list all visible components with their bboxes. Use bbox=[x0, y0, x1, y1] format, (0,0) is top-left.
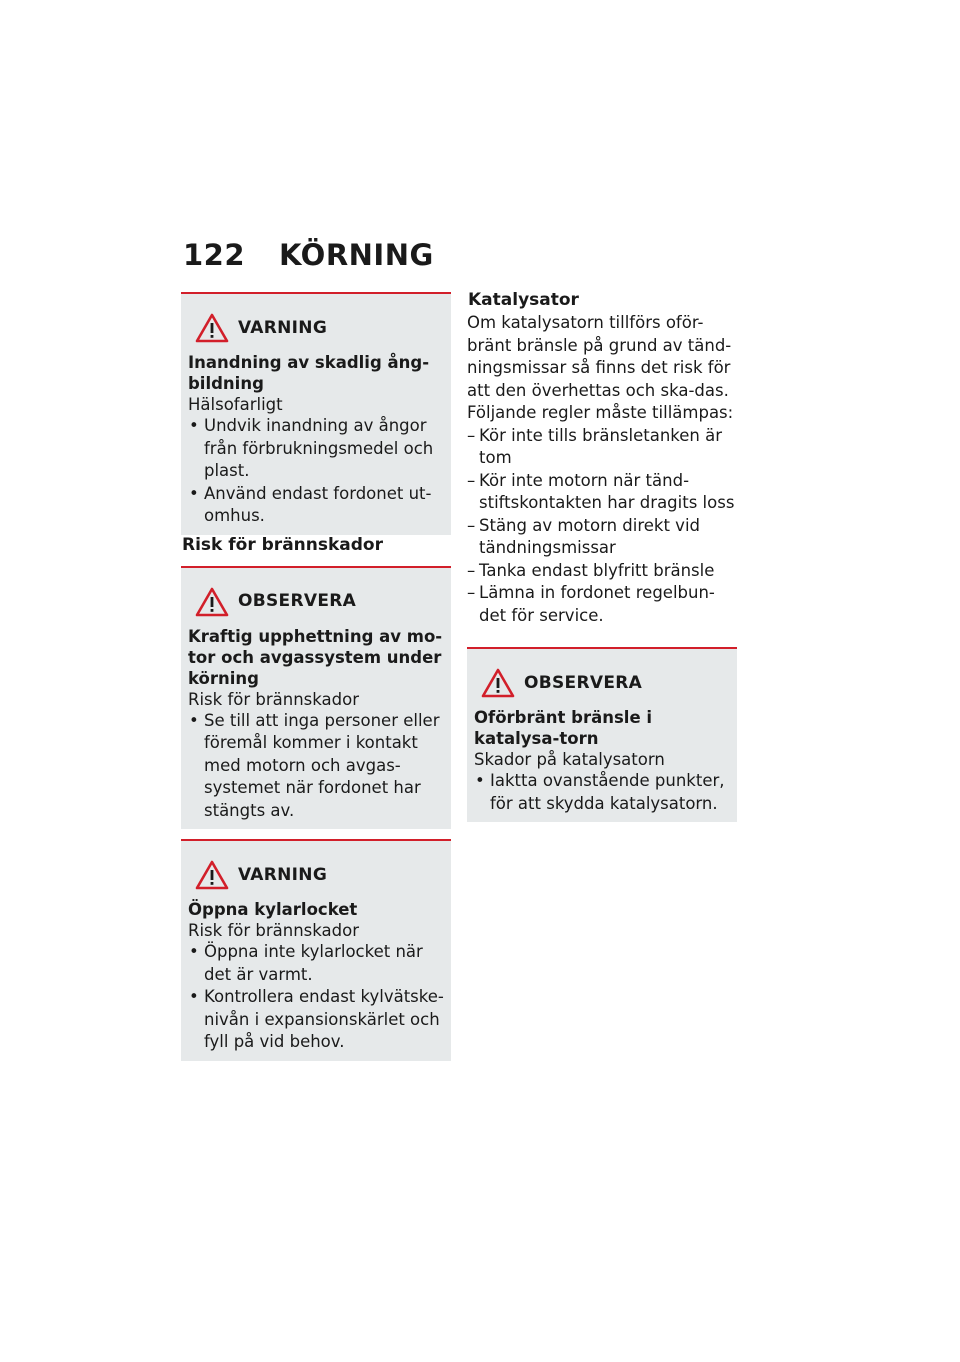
notice-subtitle: Skador på katalysatorn bbox=[474, 750, 665, 769]
warning-bullet-list bbox=[188, 415, 451, 528]
bullet-item: • Undvik inandning av ångor från förbrukningsmedel och plast. bbox=[188, 415, 451, 483]
subheading-burn-risk: Risk för brännskador bbox=[182, 534, 383, 555]
left-column bbox=[181, 292, 451, 1061]
warning-title: Inandning av skadlig ång-bildning bbox=[188, 353, 430, 393]
warning-bullet-list bbox=[188, 941, 451, 1054]
warning-triangle-icon bbox=[195, 587, 229, 617]
spacer bbox=[467, 627, 737, 647]
notice-label: OBSERVERA bbox=[524, 672, 643, 693]
spacer bbox=[181, 829, 451, 839]
notice-header bbox=[474, 669, 737, 697]
notice-box-unburnt-fuel bbox=[467, 647, 737, 822]
notice-bullet-list bbox=[474, 770, 737, 815]
notice-title: Kraftig upphettning av mo-tor och avgassystem under körning bbox=[188, 626, 443, 688]
warning-box-radiator-cap bbox=[181, 839, 451, 1061]
notice-bullet-list bbox=[188, 710, 451, 823]
right-column bbox=[467, 290, 737, 822]
bullet-item: • Öppna inte kylarlocket när det är varmt. bbox=[188, 941, 451, 986]
bullet-item: • Iaktta ovanstående punkter, för att skydda katalysatorn. bbox=[474, 770, 737, 815]
warning-header bbox=[188, 314, 451, 342]
warning-header bbox=[188, 861, 451, 889]
warning-title: Öppna kylarlocket bbox=[188, 900, 358, 919]
bullet-item: • Kontrollera endast kylvätske-nivån i expansionskärlet och fyll på vid behov. bbox=[188, 986, 451, 1054]
warning-subtitle: Risk för brännskador bbox=[188, 921, 359, 940]
notice-subtitle: Risk för brännskador bbox=[188, 689, 359, 709]
warning-triangle-icon bbox=[195, 313, 229, 343]
notice-label: OBSERVERA bbox=[238, 591, 357, 612]
rule-item: – Kör inte tills bränsletanken är tom bbox=[467, 425, 737, 470]
rule-item: – Lämna in fordonet regelbun-det för service. bbox=[467, 582, 737, 627]
rule-item: – Tanka endast blyfritt bränsle bbox=[467, 560, 737, 583]
heading-catalytic-converter: Katalysator bbox=[468, 290, 579, 310]
rules-list bbox=[467, 425, 737, 628]
notice-header bbox=[188, 588, 451, 616]
warning-subtitle: Hälsofarligt bbox=[188, 395, 283, 414]
rule-item: – Kör inte motorn när tänd-stiftskontakten har dragits loss bbox=[467, 470, 737, 515]
catalytic-paragraph: Om katalysatorn tillförs oför-bränt bränsle på grund av tänd-ningsmissar så finns det risk för att den överhettas och ska-das. bbox=[467, 313, 732, 400]
warning-label: VARNING bbox=[238, 317, 328, 338]
warning-box-inhalation bbox=[181, 292, 451, 535]
warning-label: VARNING bbox=[238, 864, 328, 885]
page-header bbox=[183, 238, 434, 272]
warning-triangle-icon bbox=[195, 860, 229, 890]
warning-triangle-icon bbox=[481, 668, 515, 698]
bullet-item: • Se till att inga personer eller föremål kommer i kontakt med motorn och avgas-systemet när fordonet har stängts av. bbox=[188, 710, 451, 823]
rule-item: – Stäng av motorn direkt vid tändningsmissar bbox=[467, 515, 737, 560]
section-title: KÖRNING bbox=[279, 238, 434, 272]
notice-title: Oförbränt bränsle i katalysa-torn bbox=[474, 708, 653, 748]
page-number: 122 bbox=[183, 238, 246, 272]
rules-intro: Följande regler måste tillämpas: bbox=[467, 403, 734, 422]
notice-box-engine-heat bbox=[181, 566, 451, 830]
bullet-item: • Använd endast fordonet ut-omhus. bbox=[188, 483, 451, 528]
